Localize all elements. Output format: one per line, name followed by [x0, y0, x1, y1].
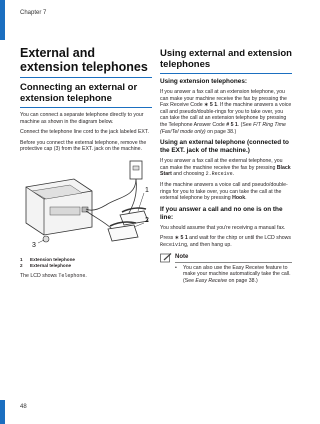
right-column — [160, 48, 292, 288]
lcd-suffix: . — [85, 272, 87, 279]
code: # 5 1 — [226, 121, 238, 128]
chapter-label: Chapter 7 — [20, 10, 47, 16]
paragraph: You can connect a separate telephone directly to your machine as shown in the diagram below. — [20, 112, 144, 125]
text: If the machine answers a voice call and pseudo/double-rings for you to take over, you can take the call at the external telephone by pressing — [160, 181, 288, 202]
text: . If the machine answers a voice call and pseudo/double-rings for you to take over, you can take the call at an extension telephone by pressing the Telephone Answer Code — [160, 102, 292, 128]
key-name: Hook — [232, 195, 246, 202]
paragraph: You should assume that you're receiving a manual fax. — [160, 224, 286, 231]
left-column — [20, 46, 152, 283]
note-title: Note — [175, 253, 189, 260]
callout-3: 3 — [32, 241, 36, 249]
note-rule — [175, 262, 292, 263]
connection-diagram-svg — [20, 157, 152, 253]
lcd-message: Receiving — [160, 241, 188, 248]
text: , and then hang up. — [187, 241, 232, 248]
paragraph: Connect the telephone line cord to the jack labeled EXT. — [20, 129, 149, 136]
lcd-paragraph — [20, 273, 152, 280]
callout-1: 1 — [145, 186, 149, 194]
text: If you answer a fax call at the external telephone, you can make the machine receive the fax by pressing — [160, 158, 283, 171]
paragraph — [160, 158, 292, 178]
caption-number: 1 — [20, 256, 23, 262]
subsection-title-no-one: If you answer a call and no one is on the line: — [160, 205, 283, 221]
note-pencil-icon — [160, 253, 172, 263]
text: . — [245, 195, 247, 202]
note-item — [175, 265, 292, 289]
page-number: 48 — [20, 404, 27, 410]
figure-captions — [20, 257, 152, 270]
section-rule — [160, 73, 292, 74]
key-name: Black Start — [160, 164, 291, 178]
caption-number: 2 — [20, 263, 23, 269]
paragraph — [160, 89, 292, 135]
subsection-title-extension: Using extension telephones: — [160, 78, 247, 85]
bullet-icon: • — [175, 264, 177, 271]
title-rule — [20, 77, 152, 78]
text: on page 38.) — [205, 128, 237, 135]
note-body — [175, 253, 292, 289]
text: and choosing — [171, 171, 206, 178]
text: on page 38.) — [227, 277, 258, 284]
callout-line-3 — [38, 240, 44, 243]
page-tab-marker — [0, 400, 5, 424]
section-title-using: Using external and extension telephones — [160, 48, 292, 70]
lcd-prefix: The LCD shows — [20, 272, 59, 279]
text: Press — [160, 235, 175, 242]
lcd-option: 2.Receive — [205, 171, 233, 178]
connection-diagram — [20, 157, 152, 253]
caption-item — [20, 263, 152, 269]
cross-reference: Easy Receive — [195, 277, 228, 284]
lcd-value: Telephone — [58, 272, 86, 279]
machine-paper-tray — [50, 207, 80, 215]
section-title-connecting: Connecting an external or extension telephone — [20, 82, 138, 104]
caption-text: Extension telephone — [30, 256, 75, 262]
paragraph: Before you connect the external telephone, remove the protective cap (3) from the EXT. jack on the machine. — [20, 139, 147, 153]
text: . (See — [237, 121, 254, 128]
text: You can also use the Easy Receive feature to make your machine automatically take the call. (See — [183, 264, 291, 284]
protective-cap — [43, 236, 49, 242]
callout-2: 2 — [145, 216, 149, 224]
note-paragraph — [183, 265, 292, 285]
text: If you answer a fax call at an extension telephone, you can make your machine receive the fax by pressing the Fax Receive Code — [160, 89, 287, 109]
chapter-tab-marker — [0, 0, 5, 40]
text: . — [232, 171, 235, 178]
wall-jack-socket — [133, 166, 139, 170]
paragraph — [160, 182, 292, 202]
paragraph — [160, 235, 292, 248]
code: ∗ 5 1 — [204, 102, 218, 109]
caption-text: External telephone — [30, 263, 72, 269]
external-telephone — [108, 225, 138, 241]
line-cord — [86, 179, 136, 210]
page-title: External and extension telephones — [20, 46, 148, 74]
note-box — [160, 253, 292, 289]
cross-reference: F/T Ring Time (Fax/Tel mode only) — [160, 121, 286, 135]
code: ∗ 5 1 — [174, 235, 188, 242]
subsection-title-external: Using an external telephone (connected to the EXT. jack of the machine.) — [160, 139, 289, 155]
section-rule — [20, 107, 152, 108]
text: and wait for the chirp or until the LCD shows — [187, 235, 291, 242]
